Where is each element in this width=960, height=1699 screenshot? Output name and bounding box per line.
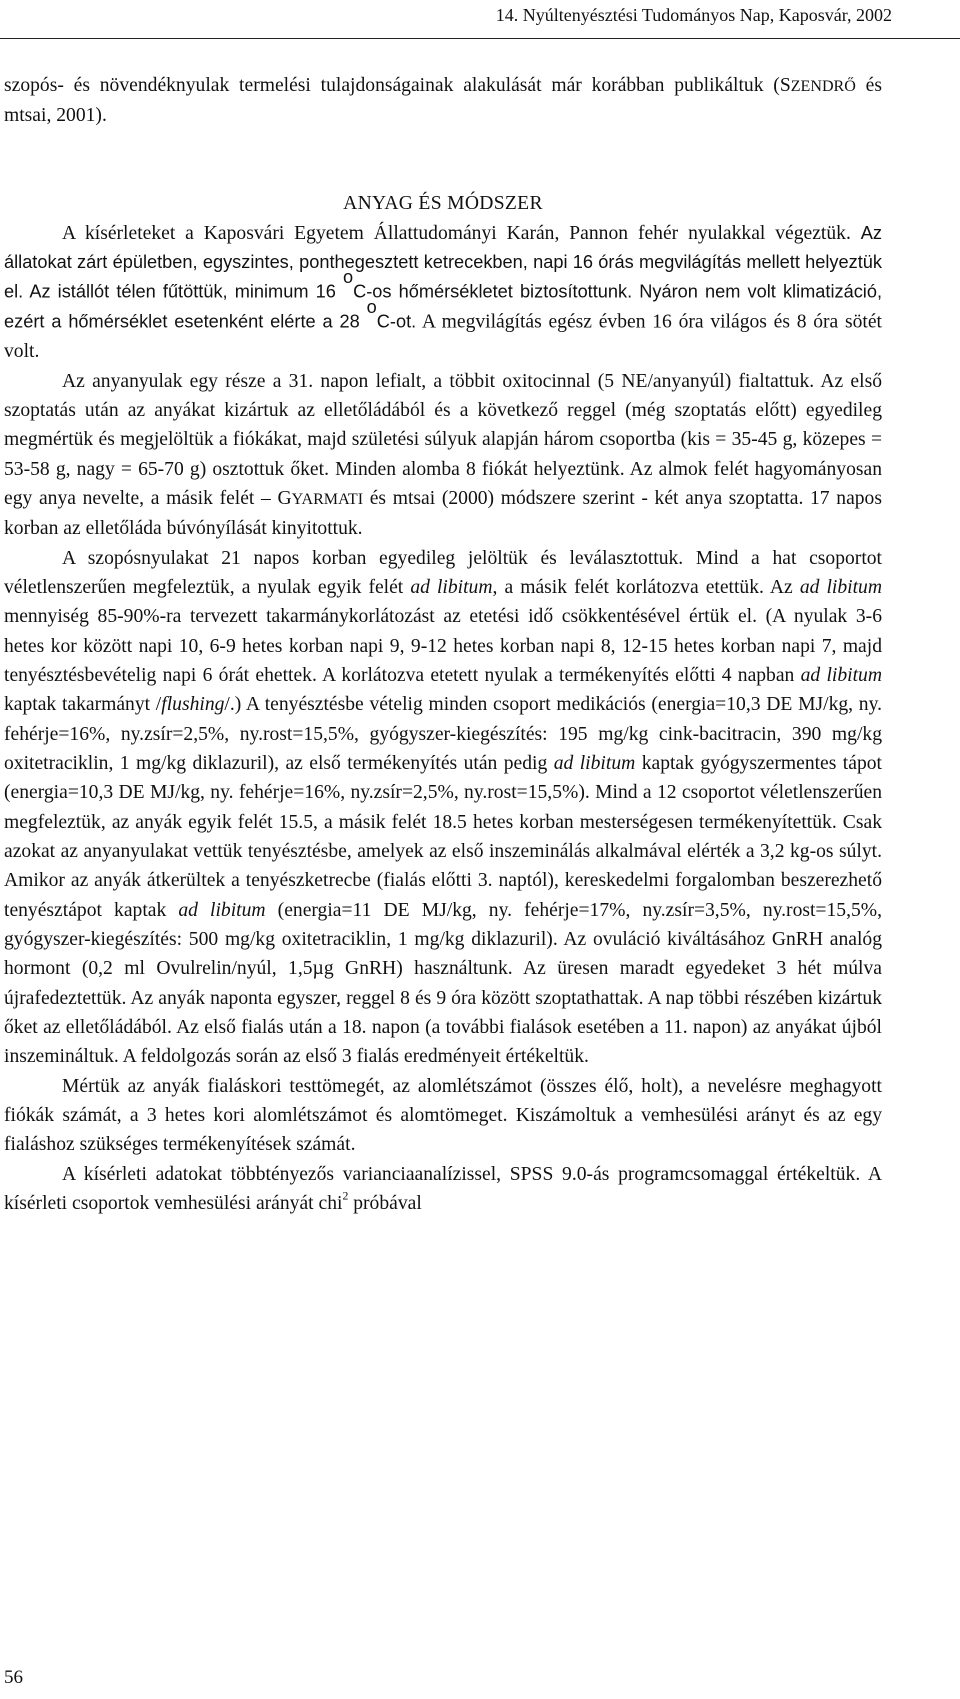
continuation-paragraph: szopós- és növendéknyulak termelési tulajdonságainak alakulását már korábban publikáltuk (SZENDRŐ és mtsai, 2001). <box>4 75 882 127</box>
paragraph-kindling: Az anyanyulak egy része a 31. napon lefialt, a többit oxitocinnal (5 NE/anyanyúl) fialtattuk. Az első szoptatás után az anyákat kizártuk az elletőládából és a következő reggel (még szoptatás előtt) egyedileg megmértük és megjelöltük a fiókákat, majd születési súlyuk alapján három csoportba (kis = 35-45 g, közepes = 53-58 g, nagy = 65-70 g) osztottuk őket. Minden alomba 8 fiókát helyeztünk. Az almok felét hagyományosan egy anya nevelte, a másik felét – GYARMATI és mtsai (2000) módszere szerint - két anya szoptatta. 17 napos korban az elletőláda búvónyílását kinyitottuk. <box>4 370 882 540</box>
paragraph-weaning-feeding: A szopósnyulakat 21 napos korban egyedileg jelöltük és leválasztottuk. Mind a hat csoportot véletlenszerűen megfeleztük, a nyulak egyik felét ad libitum, a másik felét korlátozva etettük. Az ad libitum mennyiség 85-90%-ra tervezett takarmánykorlátozást az etetési idő csökkentésével értük el. (A nyulak 3-6 hetes kor között napi 10, 6-9 hetes korban napi 9, 9-12 hetes korban napi 8, 12-15 hetes korban napi 7, majd tenyésztésbevételig napi 6 órát ehettek. A korlátozva etetett nyulak a termékenyítés előtti 4 napban ad libitum kaptak takarmányt /flushing/.) A tenyésztésbe vételig minden csoport medikációs (energia=10,3 DE MJ/kg, ny. fehérje=16%, ny.zsír=2,5%, ny.rost=15,5%, gyógyszer-kiegészítés: 195 mg/kg cink-bacitracin, 390 mg/kg oxitetraciklin, 1 mg/kg diklazuril), az első termékenyítés után pedig ad libitum kaptak gyógyszermentes tápot (energia=10,3 DE MJ/kg, ny. fehérje=16%, ny.zsír=2,5%, ny.rost=15,5%). Mind a 12 csoportot véletlenszerűen megfeleztük, az anyák egyik felét 15.5, a másik felét 18.5 hetes korban mesterségesen termékenyítettük. Csak azokat az anyanyulakat vettük tenyésztésbe, amelyek az első inszeminálás alkalmával elérték a 3,2 kg-os súlyt. Amikor az anyák átkerültek a tenyészketrecbe (fialás előtti 3. naptól), kereskedelmi forgalomban beszerezhető tenyésztápot kaptak ad libitum (energia=11 DE MJ/kg, ny. fehérje=17%, ny.zsír=3,5%, ny.rost=15,5%, gyógyszer-kiegészítés: 500 mg/kg oxitetraciklin, 1 mg/kg diklazuril). Az ovuláció kiváltásához GnRH analóg hormont (0,2 ml Ovulrelin/nyúl, 1,5µg GnRH) használtunk. Az üresen maradt egyedeket 3 hét múlva újrafedeztettük. Az anyák naponta egyszer, reggel 8 és 9 óra között szoptathattak. A nap többi részében kizártuk őket az elletőládából. Az első fialás után a 18. napon (a további fialások esetében a 11. napon) az anyákat újból inszemináltuk. A feldolgozás során az első 3 fialás eredményeit értékeltük. <box>4 547 883 1068</box>
page-number: 56 <box>4 1667 23 1688</box>
running-header: 14. Nyúltenyésztési Tudományos Nap, Kaposvár, 2002 <box>495 5 892 25</box>
paragraph-materials: A kísérleteket a Kaposvári Egyetem Állattudományi Karán, Pannon fehér nyulakkal végeztük. Az állatokat zárt épületben, egyszintes, ponthegesztett ketrecekben, napi 16 órás megvilágítás mellett helyeztük el. Az istállót télen fűtöttük, minimum 16 $^o$C-os hőmérsékletet biztosítottunk. Nyáron nem volt klimatizáció, ezért a hőmérséklet esetenként elérte a 28 $^o$C-ot. A megvilágítás egész évben 16 óra világos és 8 óra sötét volt. <box>4 222 882 363</box>
section-heading: ANYAG ÉS MÓDSZER <box>343 193 543 215</box>
page-body <box>4 71 882 1219</box>
header-rule <box>0 38 960 39</box>
paragraph-measurements: Mértük az anyák fialáskori testtömegét, az alomlétszámot (összes élő, holt), a nevelésre meghagyott fiókák számát, a 3 hetes kori alomlétszámot és alomtömeget. Kiszámoltuk a vemhesülési arányt és az egy fialáshoz szükséges termékenyítések számát. <box>4 1075 882 1156</box>
paragraph-statistics: A kísérleti adatokat többtényezős varianciaanalízissel, SPSS 9.0-ás programcsomaggal értékeltük. A kísérleti csoportok vemhesülési arányát chi$^2$ próbával <box>4 1163 882 1215</box>
